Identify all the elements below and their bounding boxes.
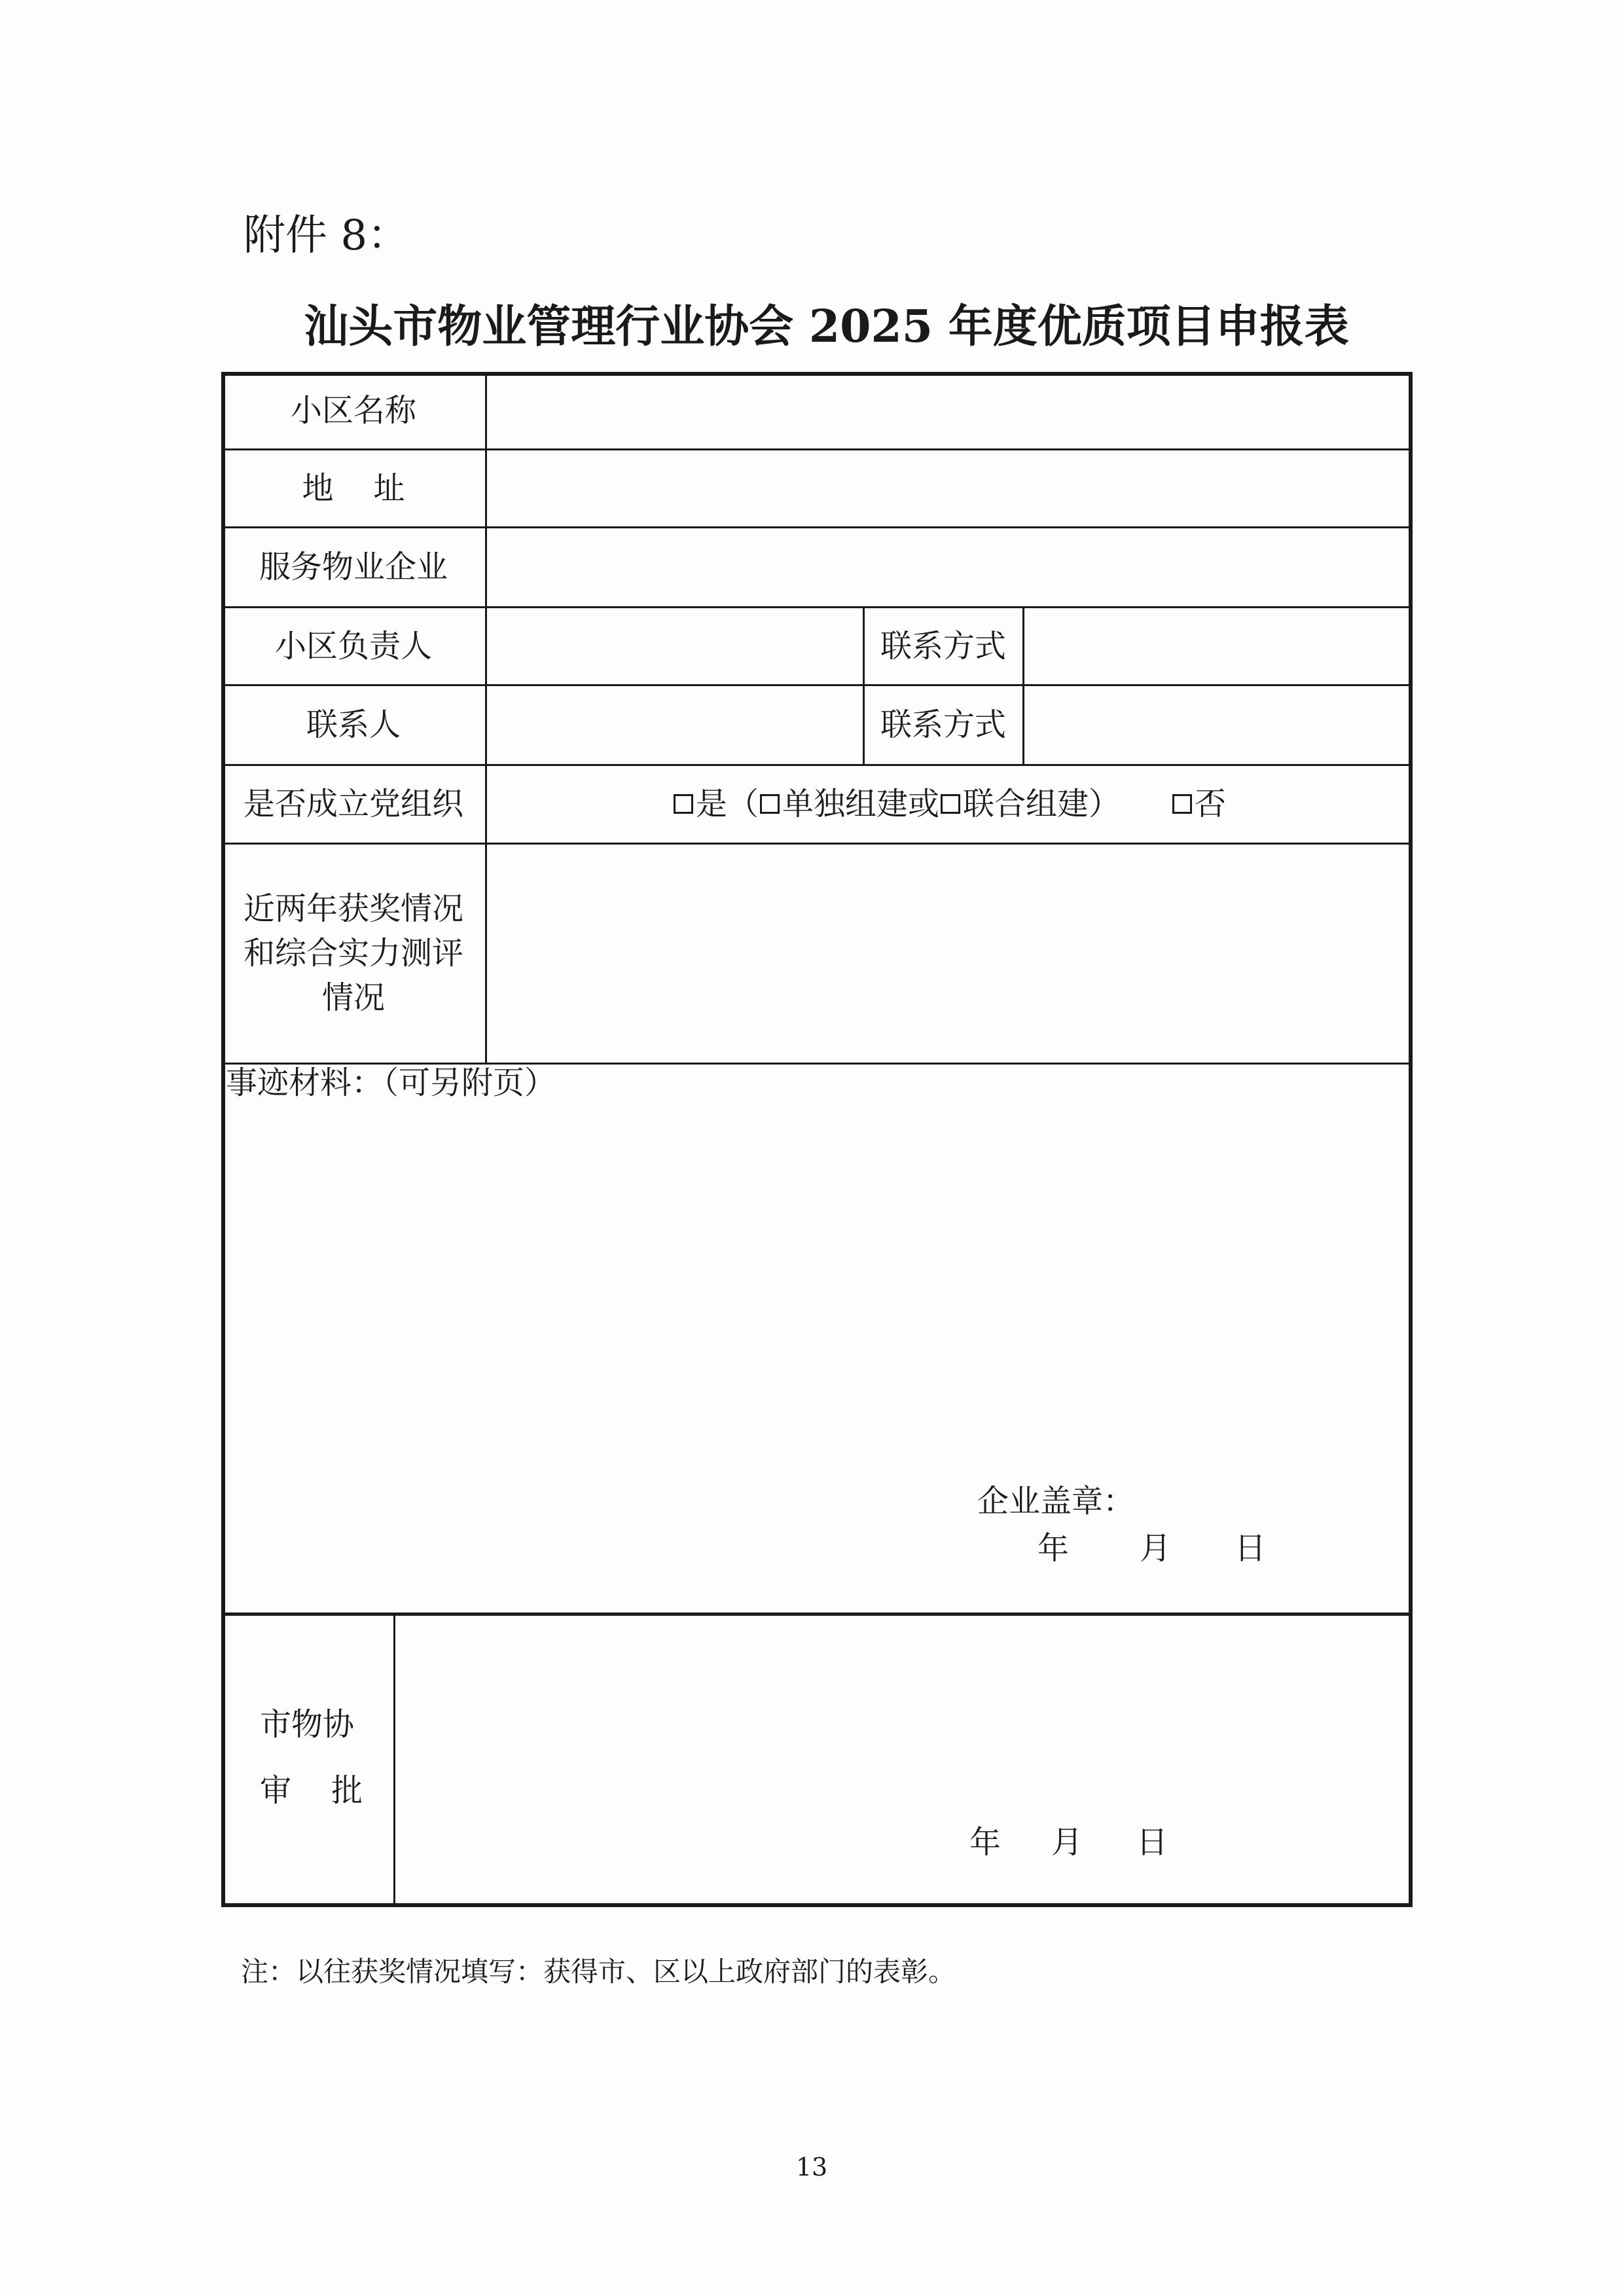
address-value-cell: [486, 449, 1413, 527]
party-org-options: [486, 765, 1413, 843]
deeds-label: 事迹材料：（可另附页）: [226, 1065, 556, 1101]
awards-value-cell: [486, 843, 1413, 1063]
party-org-label: 是否成立党组织: [243, 786, 463, 822]
company-seal-label: 企业盖章：: [977, 1483, 1135, 1520]
party-org-option-line: [672, 788, 1226, 820]
attachment-label: 附件 8：: [244, 211, 410, 260]
approval-date-month: 月: [1051, 1824, 1083, 1861]
contact-person-label: 联系人: [306, 706, 401, 743]
service-company-value-cell: [486, 527, 1413, 607]
form-title: 汕头市物业管理行业协会 2025 年度优质项目申报表: [304, 301, 1349, 353]
community-name-label: 小区名称: [290, 392, 416, 429]
service-company-label: 服务物业企业: [259, 549, 448, 585]
checkbox-icon: [1172, 794, 1192, 814]
awards-label-line: 和综合实力测评: [243, 935, 463, 972]
party-org-separate-text: 单独组建或: [782, 786, 939, 822]
contact-person-value-cell: [486, 685, 863, 765]
approval-date-year: 年: [969, 1824, 1001, 1861]
community-manager-value-cell: [486, 607, 863, 685]
checkbox-icon: [760, 794, 780, 814]
party-org-yes-text: 是（: [695, 786, 759, 822]
approval-date-day: 日: [1136, 1824, 1168, 1861]
deeds-date-year: 年: [1038, 1530, 1070, 1567]
community-name-value-cell: [486, 372, 1413, 449]
community-manager-contact-label: 联系方式: [880, 627, 1006, 665]
party-org-joint-text: 联合组建）: [963, 786, 1121, 822]
approval-label-line: 审 批: [260, 1772, 363, 1809]
table-row-divider: [221, 1613, 1413, 1616]
awards-label: [221, 843, 486, 1063]
deeds-date-day: 日: [1235, 1530, 1267, 1567]
address-label: 地 址: [302, 469, 405, 507]
page-number: 13: [795, 2153, 828, 2181]
checkbox-icon: [674, 794, 693, 814]
awards-label-line: 近两年获奖情况: [243, 890, 463, 927]
awards-label-line: 情况: [321, 979, 385, 1016]
party-org-no-text: 否: [1195, 786, 1227, 822]
community-manager-contact-value-cell: [1023, 607, 1413, 685]
footnote: 注：以往获奖情况填写：获得市、区以上政府部门的表彰。: [241, 1956, 956, 1988]
community-manager-label: 小区负责人: [274, 627, 432, 665]
contact-person-contact-label: 联系方式: [880, 706, 1006, 743]
deeds-date-month: 月: [1140, 1530, 1172, 1567]
checkbox-icon: [941, 794, 960, 814]
contact-person-contact-value-cell: [1023, 685, 1413, 765]
approval-label-divider: [393, 1614, 395, 1907]
approval-label-line: 市物协: [260, 1706, 355, 1743]
